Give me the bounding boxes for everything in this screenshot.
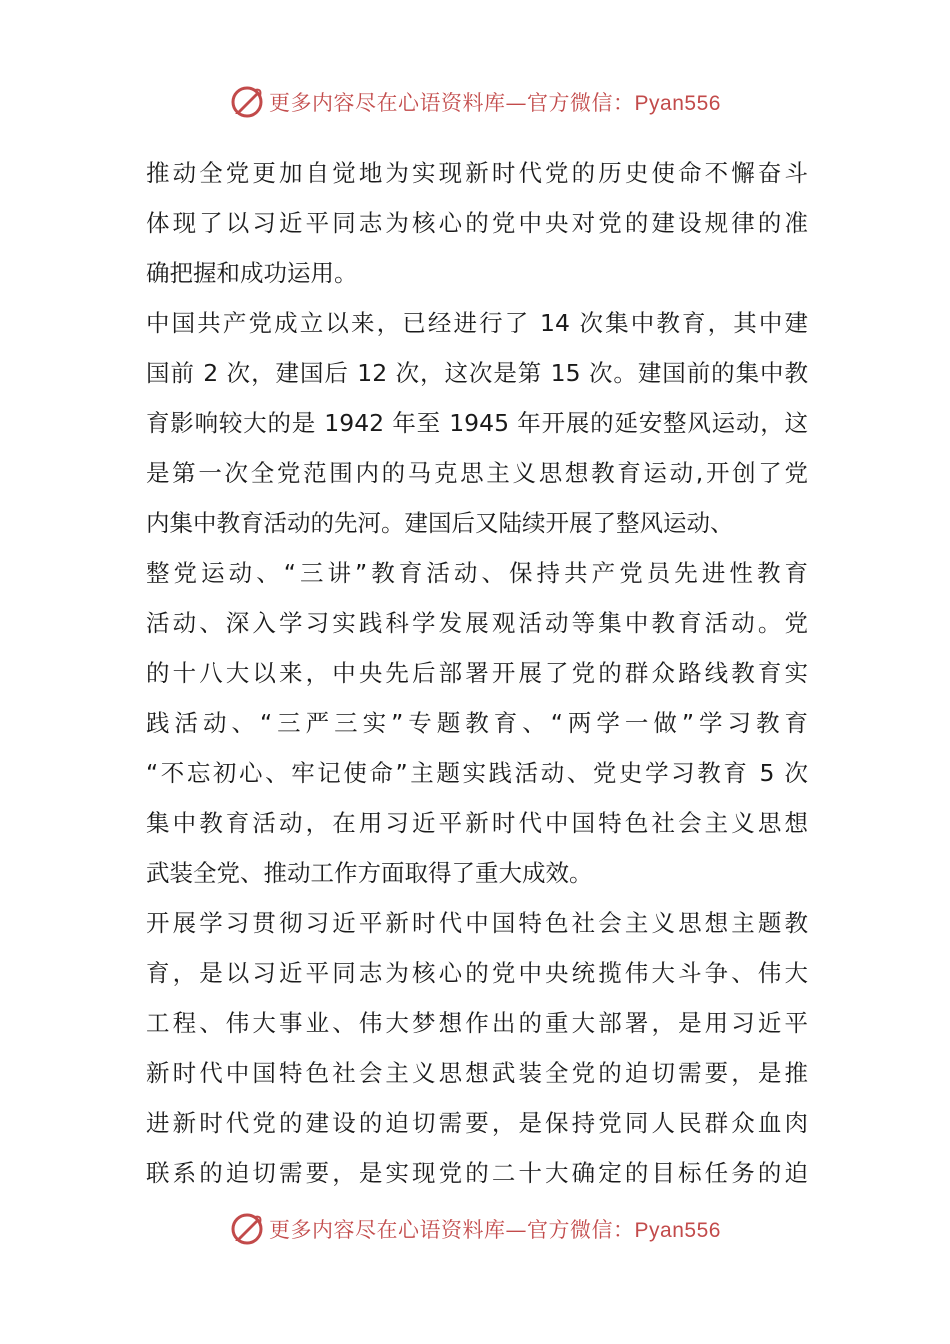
body-line: 内集中教育活动的先河。建国后又陆续开展了整风运动、 — [146, 509, 734, 537]
quill-logo-icon — [229, 1211, 265, 1247]
body-line: 开展学习贯彻习近平新时代中国特色社会主义思想主题教 — [146, 909, 808, 937]
body-line: 体现了以习近平同志为核心的党中央对党的建设规律的准 — [146, 209, 808, 237]
body-line: 武装全党、推动工作方面取得了重大成效。 — [146, 859, 593, 887]
body-line: 育，是以习近平同志为核心的党中央统揽伟大斗争、伟大 — [146, 959, 808, 987]
body-line: 进新时代党的建设的迫切需要，是保持党同人民群众血肉 — [146, 1109, 808, 1137]
body-line: 整党运动、“三讲”教育活动、保持共产党员先进性教育 — [146, 559, 808, 587]
body-line: 的十八大以来，中央先后部署开展了党的群众路线教育实 — [146, 659, 808, 687]
header-banner-text: 更多内容尽在心语资料库—官方微信：Pyan556 — [269, 91, 721, 115]
body-line: 推动全党更加自觉地为实现新时代党的历史使命不懈奋斗 — [146, 159, 808, 187]
body-line: 集中教育活动，在用习近平新时代中国特色社会主义思想 — [146, 809, 808, 837]
quill-logo-icon — [229, 84, 265, 120]
header-banner — [0, 80, 950, 124]
body-line: 活动、深入学习实践科学发展观活动等集中教育活动。党 — [146, 609, 808, 637]
body-line: 育影响较大的是 1942 年至 1945 年开展的延安整风运动，这 — [146, 409, 808, 437]
footer-wechat-id: Pyan556 — [634, 1219, 721, 1242]
body-line: “不忘初心、牢记使命”主题实践活动、党史学习教育 5 次 — [146, 759, 808, 787]
body-line: 确把握和成功运用。 — [146, 259, 358, 287]
body-line: 践活动、“三严三实”专题教育、“两学一做”学习教育 — [146, 709, 808, 737]
body-line: 联系的迫切需要，是实现党的二十大确定的目标任务的迫 — [146, 1159, 808, 1187]
footer-banner — [0, 1207, 950, 1251]
body-line: 新时代中国特色社会主义思想武装全党的迫切需要，是推 — [146, 1059, 808, 1087]
header-wechat-id: Pyan556 — [634, 92, 721, 115]
body-line: 中国共产党成立以来，已经进行了 14 次集中教育，其中建 — [146, 309, 808, 337]
body-line: 国前 2 次，建国后 12 次，这次是第 15 次。建国前的集中教 — [146, 359, 808, 387]
document-body — [146, 148, 808, 1198]
footer-banner-text: 更多内容尽在心语资料库—官方微信：Pyan556 — [269, 1218, 721, 1242]
body-line: 工程、伟大事业、伟大梦想作出的重大部署，是用习近平 — [146, 1009, 808, 1037]
body-line: 是第一次全党范围内的马克思主义思想教育运动,开创了党 — [146, 459, 808, 487]
